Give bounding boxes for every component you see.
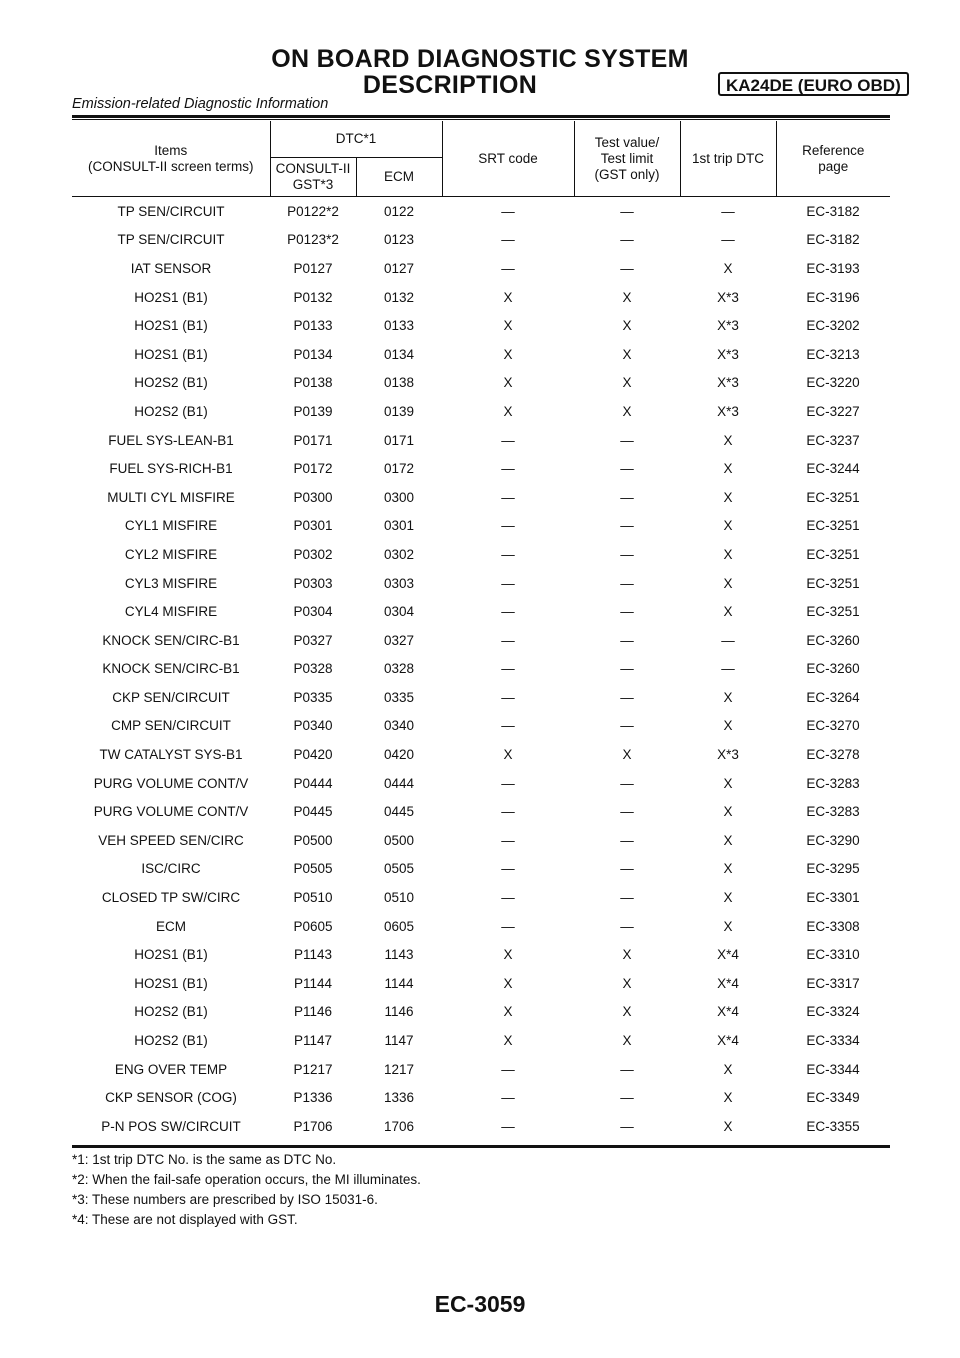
srt-code: —: [501, 575, 515, 591]
srt-code: —: [501, 604, 515, 620]
table-row: [72, 940, 890, 969]
consult-gst-code: P0138: [293, 375, 333, 391]
item-name: ISC/CIRC: [141, 861, 201, 877]
reference-page: EC-3251: [806, 489, 860, 505]
srt-code: —: [501, 804, 515, 820]
ecm-code: 0304: [383, 604, 415, 620]
srt-code: X: [503, 947, 513, 963]
table-row: [72, 311, 890, 340]
ecm-code: 0328: [383, 661, 415, 677]
consult-gst-code: P1217: [293, 1061, 333, 1077]
reference-page: EC-3324: [806, 1004, 860, 1020]
srt-code: —: [501, 861, 515, 877]
first-trip-dtc: X: [723, 861, 733, 877]
item-name: TP SEN/CIRCUIT: [117, 232, 225, 248]
reference-page: EC-3344: [806, 1061, 860, 1077]
table-row: [72, 426, 890, 455]
first-trip-dtc: X: [723, 775, 733, 791]
reference-page: EC-3334: [806, 1033, 860, 1049]
item-name: HO2S2 (B1): [134, 375, 208, 391]
first-trip-dtc: X*3: [717, 747, 739, 763]
ecm-code: 0445: [383, 804, 415, 820]
first-trip-dtc: X: [723, 432, 733, 448]
item-name: CKP SEN/CIRCUIT: [112, 689, 230, 705]
srt-code: —: [501, 918, 515, 934]
table-row: [72, 226, 890, 255]
test-value: —: [620, 575, 634, 591]
test-value: —: [620, 432, 634, 448]
test-value: X: [622, 975, 632, 991]
page-number: EC-3059: [434, 1291, 526, 1317]
item-name: PURG VOLUME CONT/V: [93, 804, 249, 820]
test-value: —: [620, 890, 634, 906]
reference-page: EC-3310: [806, 947, 860, 963]
table-row: [72, 254, 890, 283]
ecm-code: 0605: [383, 918, 415, 934]
consult-gst-code: P0420: [293, 747, 333, 763]
consult-gst-code: P0444: [293, 775, 333, 791]
consult-gst-code: P0127: [293, 260, 333, 276]
reference-page: EC-3283: [806, 775, 860, 791]
test-value: X: [622, 289, 632, 305]
header-items: Items (CONSULT-II screen terms): [72, 121, 270, 197]
reference-page: EC-3196: [806, 289, 860, 305]
test-value: —: [620, 861, 634, 877]
first-trip-dtc: X: [723, 260, 733, 276]
table-row: [72, 998, 890, 1027]
ecm-code: 0122: [383, 203, 415, 219]
consult-gst-code: P0328: [293, 661, 333, 677]
ecm-code: 0138: [383, 375, 415, 391]
page-title-line2: DESCRIPTION: [362, 71, 538, 99]
header-reference-page: Reference page: [776, 121, 890, 197]
header-srt-code: SRT code: [442, 121, 574, 197]
test-value: X: [622, 747, 632, 763]
srt-code: —: [501, 632, 515, 648]
table-row: [72, 855, 890, 884]
ecm-code: 0420: [383, 747, 415, 763]
srt-code: —: [501, 775, 515, 791]
srt-code: X: [503, 318, 513, 334]
consult-gst-code: P0304: [293, 604, 333, 620]
first-trip-dtc: X*4: [717, 947, 739, 963]
consult-gst-code: P1706: [293, 1118, 333, 1134]
srt-code: X: [503, 975, 513, 991]
srt-code: X: [503, 403, 513, 419]
reference-page: EC-3244: [806, 461, 860, 477]
header-ecm: ECM: [356, 158, 442, 197]
first-trip-dtc: X: [723, 804, 733, 820]
test-value: —: [620, 718, 634, 734]
reference-page: EC-3278: [806, 747, 860, 763]
ecm-code: 1147: [384, 1033, 414, 1049]
footnote: *1: 1st trip DTC No. is the same as DTC No.: [72, 1152, 337, 1167]
consult-gst-code: P0122*2: [287, 203, 339, 219]
ecm-code: 0132: [383, 289, 415, 305]
table-row: [72, 512, 890, 541]
first-trip-dtc: X*3: [717, 346, 739, 362]
first-trip-dtc: —: [721, 203, 735, 219]
ecm-code: 1146: [384, 1004, 414, 1020]
item-name: KNOCK SEN/CIRC-B1: [102, 661, 240, 677]
consult-gst-code: P0335: [293, 689, 333, 705]
reference-page: EC-3290: [806, 832, 860, 848]
reference-page: EC-3213: [806, 346, 860, 362]
test-value: X: [622, 1033, 632, 1049]
consult-gst-code: P0139: [293, 403, 333, 419]
reference-page: EC-3270: [806, 718, 860, 734]
test-value: —: [620, 604, 634, 620]
consult-gst-code: P0123*2: [287, 232, 339, 248]
ecm-code: 0302: [383, 546, 415, 562]
consult-gst-code: P0172: [293, 461, 333, 477]
first-trip-dtc: X: [723, 890, 733, 906]
ecm-code: 0171: [383, 432, 415, 448]
srt-code: —: [501, 203, 515, 219]
ecm-code: 0303: [383, 575, 415, 591]
reference-page: EC-3220: [806, 375, 860, 391]
test-value: —: [620, 632, 634, 648]
first-trip-dtc: X*3: [717, 375, 739, 391]
engine-badge: KA24DE (EURO OBD): [718, 72, 909, 96]
srt-code: X: [503, 1004, 513, 1020]
item-name: HO2S1 (B1): [134, 289, 208, 305]
item-name: TW CATALYST SYS-B1: [99, 747, 243, 763]
table-row: [72, 883, 890, 912]
first-trip-dtc: X*4: [717, 1004, 739, 1020]
consult-gst-code: P0445: [293, 804, 333, 820]
srt-code: X: [503, 346, 513, 362]
ecm-code: 0510: [383, 890, 415, 906]
table-row: [72, 540, 890, 569]
reference-page: EC-3251: [806, 546, 860, 562]
footnote: *4: These are not displayed with GST.: [72, 1212, 298, 1227]
dtc-table: [72, 121, 890, 1141]
item-name: CLOSED TP SW/CIRC: [101, 890, 241, 906]
srt-code: —: [501, 232, 515, 248]
item-name: FUEL SYS-RICH-B1: [109, 461, 233, 477]
consult-gst-code: P0605: [293, 918, 333, 934]
ecm-code: 0123: [383, 232, 415, 248]
srt-code: —: [501, 546, 515, 562]
table-row: [72, 483, 890, 512]
consult-gst-code: P0340: [293, 718, 333, 734]
item-name: VEH SPEED SEN/CIRC: [98, 832, 244, 848]
table-row: [72, 1112, 890, 1141]
item-name: MULTI CYL MISFIRE: [107, 489, 235, 505]
test-value: —: [620, 918, 634, 934]
test-value: X: [622, 1004, 632, 1020]
ecm-code: 0133: [383, 318, 415, 334]
item-name: ENG OVER TEMP: [114, 1061, 228, 1077]
srt-code: —: [501, 661, 515, 677]
header-first-trip-dtc: 1st trip DTC: [680, 121, 776, 197]
test-value: X: [622, 346, 632, 362]
srt-code: —: [501, 718, 515, 734]
item-name: HO2S2 (B1): [134, 1004, 208, 1020]
ecm-code: 0134: [383, 346, 415, 362]
first-trip-dtc: X*4: [717, 975, 739, 991]
ecm-code: 0335: [383, 689, 415, 705]
first-trip-dtc: X*3: [717, 318, 739, 334]
test-value: —: [620, 661, 634, 677]
table-row: [72, 1083, 890, 1112]
reference-page: EC-3202: [806, 318, 860, 334]
first-trip-dtc: X: [723, 461, 733, 477]
item-name: PURG VOLUME CONT/V: [93, 775, 249, 791]
table-row: [72, 369, 890, 398]
consult-gst-code: P0303: [293, 575, 333, 591]
item-name: CYL2 MISFIRE: [124, 546, 218, 562]
ecm-code: 1217: [383, 1061, 415, 1077]
test-value: —: [620, 1118, 634, 1134]
reference-page: EC-3264: [806, 689, 860, 705]
test-value: —: [620, 489, 634, 505]
item-name: KNOCK SEN/CIRC-B1: [102, 632, 240, 648]
table-row: [72, 769, 890, 798]
consult-gst-code: P0510: [293, 890, 333, 906]
consult-gst-code: P0302: [293, 546, 333, 562]
srt-code: X: [503, 1033, 513, 1049]
item-name: HO2S1 (B1): [134, 346, 208, 362]
first-trip-dtc: X: [723, 546, 733, 562]
first-trip-dtc: X: [723, 1090, 733, 1106]
test-value: —: [620, 203, 634, 219]
srt-code: —: [501, 432, 515, 448]
ecm-code: 1143: [384, 947, 414, 963]
ecm-code: 1706: [383, 1118, 415, 1134]
reference-page: EC-3260: [806, 632, 860, 648]
item-name: P-N POS SW/CIRCUIT: [101, 1118, 241, 1134]
header-test-value: Test value/ Test limit (GST only): [574, 121, 680, 197]
header-dtc: DTC*1: [270, 121, 442, 158]
table-row: [72, 340, 890, 369]
reference-page: EC-3283: [806, 804, 860, 820]
table-row: [72, 597, 890, 626]
footnotes: [72, 1150, 421, 1230]
consult-gst-code: P0300: [293, 489, 333, 505]
first-trip-dtc: —: [721, 632, 735, 648]
ecm-code: 0444: [383, 775, 415, 791]
srt-code: —: [501, 461, 515, 477]
table-row: [72, 912, 890, 941]
item-name: HO2S2 (B1): [134, 1033, 208, 1049]
reference-page: EC-3193: [806, 260, 860, 276]
srt-code: —: [501, 832, 515, 848]
first-trip-dtc: X*3: [717, 289, 739, 305]
table-row: [72, 454, 890, 483]
consult-gst-code: P1146: [293, 1004, 333, 1020]
section-subtitle: Emission-related Diagnostic Information: [72, 96, 329, 112]
reference-page: EC-3349: [806, 1090, 860, 1106]
first-trip-dtc: X: [723, 718, 733, 734]
first-trip-dtc: X: [723, 689, 733, 705]
reference-page: EC-3182: [806, 203, 860, 219]
srt-code: X: [503, 289, 513, 305]
item-name: CMP SEN/CIRCUIT: [111, 718, 231, 734]
footnote: *2: When the fail-safe operation occurs, the MI illuminates.: [72, 1172, 421, 1187]
item-name: FUEL SYS-LEAN-B1: [108, 432, 234, 448]
first-trip-dtc: X: [723, 832, 733, 848]
reference-page: EC-3317: [806, 975, 860, 991]
table-row: [72, 283, 890, 312]
item-name: TP SEN/CIRCUIT: [117, 203, 225, 219]
ecm-code: 0139: [383, 403, 415, 419]
consult-gst-code: P0133: [293, 318, 333, 334]
header-rule-thin: [72, 119, 890, 120]
consult-gst-code: P0505: [293, 861, 333, 877]
srt-code: —: [501, 489, 515, 505]
ecm-code: 0127: [383, 260, 415, 276]
srt-code: X: [503, 747, 513, 763]
consult-gst-code: P1147: [293, 1033, 333, 1049]
test-value: —: [620, 1061, 634, 1077]
first-trip-dtc: X: [723, 575, 733, 591]
consult-gst-code: P0134: [293, 346, 333, 362]
test-value: X: [622, 403, 632, 419]
reference-page: EC-3237: [806, 432, 860, 448]
reference-page: EC-3295: [806, 861, 860, 877]
item-name: CKP SENSOR (COG): [105, 1090, 237, 1106]
test-value: —: [620, 689, 634, 705]
test-value: —: [620, 1090, 634, 1106]
table-row: [72, 197, 890, 226]
consult-gst-code: P1336: [293, 1090, 333, 1106]
first-trip-dtc: X: [723, 489, 733, 505]
reference-page: EC-3251: [806, 575, 860, 591]
ecm-code: 1144: [384, 975, 414, 991]
consult-gst-code: P0171: [293, 432, 333, 448]
consult-gst-code: P0327: [293, 632, 333, 648]
test-value: X: [622, 947, 632, 963]
srt-code: —: [501, 1061, 515, 1077]
table-row: [72, 969, 890, 998]
test-value: X: [622, 375, 632, 391]
test-value: —: [620, 546, 634, 562]
test-value: —: [620, 518, 634, 534]
header-consult-gst: CONSULT-II GST*3: [270, 158, 356, 197]
ecm-code: 0505: [383, 861, 415, 877]
srt-code: —: [501, 1090, 515, 1106]
page-title-line1: ON BOARD DIAGNOSTIC SYSTEM: [271, 45, 689, 73]
first-trip-dtc: X: [723, 918, 733, 934]
first-trip-dtc: —: [721, 232, 735, 248]
table-row: [72, 569, 890, 598]
table-row: [72, 797, 890, 826]
test-value: —: [620, 260, 634, 276]
first-trip-dtc: X: [723, 518, 733, 534]
item-name: IAT SENSOR: [130, 260, 212, 276]
srt-code: —: [501, 689, 515, 705]
test-value: —: [620, 832, 634, 848]
item-name: HO2S2 (B1): [134, 403, 208, 419]
footnote: *3: These numbers are prescribed by ISO 15031-6.: [72, 1192, 378, 1207]
consult-gst-code: P1144: [293, 975, 333, 991]
first-trip-dtc: X: [723, 604, 733, 620]
first-trip-dtc: X*3: [717, 403, 739, 419]
consult-gst-code: P0301: [293, 518, 333, 534]
reference-page: EC-3251: [806, 604, 860, 620]
reference-page: EC-3182: [806, 232, 860, 248]
table-row: [72, 397, 890, 426]
table-row: [72, 683, 890, 712]
item-name: ECM: [156, 918, 186, 934]
reference-page: EC-3355: [806, 1118, 860, 1134]
srt-code: —: [501, 1118, 515, 1134]
reference-page: EC-3227: [806, 403, 860, 419]
table-row: [72, 740, 890, 769]
test-value: —: [620, 804, 634, 820]
reference-page: EC-3308: [806, 918, 860, 934]
table-row: [72, 826, 890, 855]
table-bottom-rule: [72, 1145, 890, 1148]
ecm-code: 0327: [383, 632, 415, 648]
table-row: [72, 1055, 890, 1084]
reference-page: EC-3251: [806, 518, 860, 534]
srt-code: —: [501, 260, 515, 276]
reference-page: EC-3301: [806, 890, 860, 906]
item-name: CYL1 MISFIRE: [124, 518, 218, 534]
test-value: X: [622, 318, 632, 334]
consult-gst-code: P0132: [293, 289, 333, 305]
table-row: [72, 1026, 890, 1055]
table-row: [72, 712, 890, 741]
item-name: HO2S1 (B1): [134, 947, 208, 963]
srt-code: —: [501, 890, 515, 906]
reference-page: EC-3260: [806, 661, 860, 677]
table-row: [72, 626, 890, 655]
dtc-table-body: [72, 197, 890, 1141]
consult-gst-code: P0500: [293, 832, 333, 848]
item-name: CYL3 MISFIRE: [124, 575, 218, 591]
consult-gst-code: P1143: [293, 947, 333, 963]
ecm-code: 0300: [383, 489, 415, 505]
ecm-code: 0340: [383, 718, 415, 734]
ecm-code: 0172: [383, 461, 415, 477]
srt-code: —: [501, 518, 515, 534]
test-value: —: [620, 232, 634, 248]
first-trip-dtc: X*4: [717, 1033, 739, 1049]
first-trip-dtc: X: [723, 1118, 733, 1134]
item-name: HO2S1 (B1): [134, 975, 208, 991]
table-row: [72, 655, 890, 684]
first-trip-dtc: X: [723, 1061, 733, 1077]
header-rule: [72, 115, 890, 118]
test-value: —: [620, 461, 634, 477]
test-value: —: [620, 775, 634, 791]
ecm-code: 0301: [383, 518, 415, 534]
srt-code: X: [503, 375, 513, 391]
ecm-code: 0500: [383, 832, 415, 848]
first-trip-dtc: —: [721, 661, 735, 677]
ecm-code: 1336: [383, 1090, 415, 1106]
item-name: CYL4 MISFIRE: [124, 604, 218, 620]
item-name: HO2S1 (B1): [134, 318, 208, 334]
